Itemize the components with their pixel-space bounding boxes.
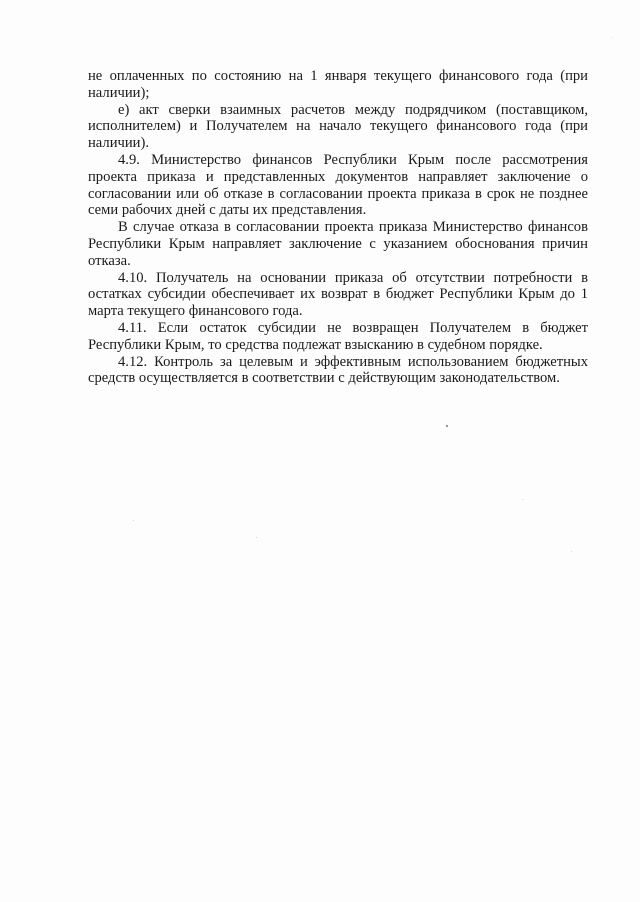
paragraph-refusal: В случае отказа в согласовании проекта приказа Министерство финансов Республики Крым направляет заключение с указанием обоснования причин отказа.	[88, 219, 588, 269]
document-body	[88, 68, 588, 387]
scan-speck	[133, 520, 134, 521]
scan-speck	[612, 37, 613, 38]
paragraph-4-9: 4.9. Министерство финансов Республики Крым после рассмотрения проекта приказа и представленных документов направляет заключение о согласовании или об отказе в согласовании проекта приказа в срок не позднее семи рабочих дней с даты их представления.	[88, 151, 588, 219]
scan-speck	[446, 425, 448, 427]
paragraph-4-10: 4.10. Получатель на основании приказа об отсутствии потребности в остатках субсидии обеспечивает их возврат в бюджет Республики Крым до 1 марта текущего финансового года.	[88, 269, 588, 320]
paragraph-4-11: 4.11. Если остаток субсидии не возвращен Получателем в бюджет Республики Крым, то средства подлежат взысканию в судебном порядке.	[88, 319, 588, 353]
paragraph-item-e: е) акт сверки взаимных расчетов между подрядчиком (поставщиком, исполнителем) и Получателем на начало текущего финансового года (при наличии).	[88, 101, 588, 152]
scan-speck	[571, 551, 572, 552]
scan-speck	[522, 499, 523, 500]
paragraph-continuation: не оплаченных по состоянию на 1 января текущего финансового года (при наличии);	[88, 68, 588, 101]
scan-speck	[256, 537, 257, 538]
paragraph-4-12: 4.12. Контроль за целевым и эффективным использованием бюджетных средств осуществляется в соответствии с действующим законодательством.	[88, 353, 588, 387]
